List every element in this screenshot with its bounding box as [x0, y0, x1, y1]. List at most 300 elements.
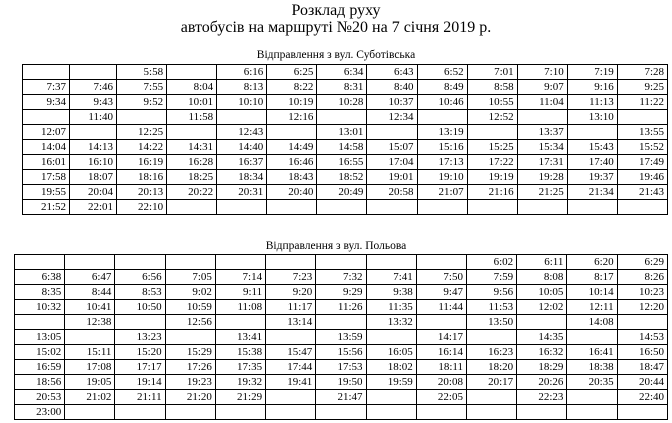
table-row [23, 155, 668, 170]
time-cell: 13:55 [617, 125, 667, 140]
time-cell [165, 255, 215, 270]
time-cell: 19:05 [65, 375, 115, 390]
time-cell: 17:13 [417, 155, 467, 170]
time-cell: 12:38 [65, 315, 115, 330]
time-cell: 6:34 [317, 65, 367, 80]
time-cell: 18:02 [366, 360, 416, 375]
time-cell: 16:32 [517, 345, 567, 360]
time-cell: 8:26 [617, 270, 667, 285]
time-cell: 8:58 [467, 80, 517, 95]
time-cell: 15:43 [567, 140, 617, 155]
time-cell [115, 255, 165, 270]
time-cell: 11:58 [167, 110, 217, 125]
time-cell: 14:22 [117, 140, 167, 155]
time-cell [23, 110, 70, 125]
time-cell: 21:52 [23, 200, 70, 215]
time-cell: 14:04 [23, 140, 70, 155]
time-cell: 8:17 [567, 270, 617, 285]
time-cell: 19:28 [517, 170, 567, 185]
time-cell [65, 330, 115, 345]
time-cell [267, 125, 317, 140]
time-cell: 18:11 [416, 360, 466, 375]
time-cell: 17:22 [467, 155, 517, 170]
table-row [15, 375, 668, 390]
schedule-table-subotivska [22, 64, 668, 215]
time-cell: 21:43 [617, 185, 667, 200]
time-cell: 10:59 [165, 300, 215, 315]
time-cell: 9:02 [165, 285, 215, 300]
time-cell: 6:47 [65, 270, 115, 285]
time-cell [417, 110, 467, 125]
time-cell: 16:37 [217, 155, 267, 170]
time-cell [317, 110, 367, 125]
time-cell: 18:34 [217, 170, 267, 185]
time-cell: 19:37 [567, 170, 617, 185]
time-cell: 12:20 [617, 300, 667, 315]
time-cell: 13:10 [567, 110, 617, 125]
time-cell: 14:53 [617, 330, 667, 345]
time-cell: 20:58 [367, 185, 417, 200]
table-row [15, 405, 668, 420]
time-cell: 13:05 [15, 330, 65, 345]
time-cell: 18:07 [70, 170, 117, 185]
time-cell: 20:17 [466, 375, 516, 390]
time-cell: 22:05 [416, 390, 466, 405]
time-cell [617, 405, 667, 420]
time-cell [466, 390, 516, 405]
time-cell: 13:41 [215, 330, 265, 345]
time-cell: 7:59 [466, 270, 516, 285]
time-cell: 10:10 [217, 95, 267, 110]
time-cell: 20:53 [15, 390, 65, 405]
time-cell: 11:22 [617, 95, 667, 110]
time-cell [165, 330, 215, 345]
time-cell [167, 125, 217, 140]
time-cell: 6:25 [267, 65, 317, 80]
time-cell [316, 315, 366, 330]
time-cell: 13:01 [317, 125, 367, 140]
time-cell: 20:35 [567, 375, 617, 390]
table-row [23, 80, 668, 95]
time-cell: 12:43 [217, 125, 267, 140]
time-cell: 14:17 [416, 330, 466, 345]
time-cell [15, 315, 65, 330]
time-cell: 14:49 [267, 140, 317, 155]
time-cell: 9:20 [266, 285, 316, 300]
time-cell: 16:14 [416, 345, 466, 360]
time-cell: 11:26 [316, 300, 366, 315]
time-cell: 21:47 [316, 390, 366, 405]
table-row [15, 330, 668, 345]
time-cell: 13:59 [316, 330, 366, 345]
time-cell [215, 315, 265, 330]
time-cell: 11:53 [466, 300, 516, 315]
table-row [15, 360, 668, 375]
time-cell: 12:11 [567, 300, 617, 315]
time-cell [316, 405, 366, 420]
time-cell: 20:49 [317, 185, 367, 200]
time-cell: 22:23 [517, 390, 567, 405]
time-cell: 9:34 [23, 95, 70, 110]
time-cell [15, 255, 65, 270]
time-cell [517, 315, 567, 330]
time-cell [215, 255, 265, 270]
time-cell: 20:44 [617, 375, 667, 390]
time-cell [23, 65, 70, 80]
time-cell: 20:08 [416, 375, 466, 390]
time-cell: 16:59 [15, 360, 65, 375]
time-cell: 13:37 [517, 125, 567, 140]
time-cell [215, 405, 265, 420]
time-cell [467, 200, 517, 215]
time-cell: 9:25 [617, 80, 667, 95]
table-row [23, 65, 668, 80]
time-cell: 7:28 [617, 65, 667, 80]
time-cell: 9:29 [316, 285, 366, 300]
time-cell: 17:17 [115, 360, 165, 375]
time-cell: 19:46 [617, 170, 667, 185]
time-cell [266, 405, 316, 420]
time-cell: 7:41 [366, 270, 416, 285]
time-cell: 17:31 [517, 155, 567, 170]
time-cell [317, 200, 367, 215]
time-cell [617, 315, 667, 330]
time-cell: 9:11 [215, 285, 265, 300]
time-cell [367, 125, 417, 140]
time-cell [115, 405, 165, 420]
time-cell [117, 110, 167, 125]
time-cell [366, 405, 416, 420]
time-cell [70, 65, 117, 80]
time-cell: 7:37 [23, 80, 70, 95]
time-cell: 17:44 [266, 360, 316, 375]
time-cell: 14:40 [217, 140, 267, 155]
time-cell: 14:13 [70, 140, 117, 155]
time-cell: 14:31 [167, 140, 217, 155]
time-cell: 16:41 [567, 345, 617, 360]
time-cell: 16:05 [366, 345, 416, 360]
time-cell [217, 200, 267, 215]
time-cell: 14:08 [567, 315, 617, 330]
time-cell [366, 255, 416, 270]
time-cell: 19:41 [266, 375, 316, 390]
time-cell [167, 200, 217, 215]
time-cell: 10:41 [65, 300, 115, 315]
table-row [23, 170, 668, 185]
time-cell: 10:37 [367, 95, 417, 110]
time-cell: 22:10 [117, 200, 167, 215]
time-cell: 17:53 [316, 360, 366, 375]
time-cell: 8:31 [317, 80, 367, 95]
time-cell: 19:14 [115, 375, 165, 390]
time-cell: 5:58 [117, 65, 167, 80]
table-row [23, 140, 668, 155]
time-cell: 15:02 [15, 345, 65, 360]
time-cell [316, 255, 366, 270]
time-cell: 7:50 [416, 270, 466, 285]
time-cell: 12:34 [367, 110, 417, 125]
time-cell: 21:07 [417, 185, 467, 200]
time-cell [266, 255, 316, 270]
time-cell: 15:38 [215, 345, 265, 360]
time-cell: 10:23 [617, 285, 667, 300]
time-cell: 12:56 [165, 315, 215, 330]
time-cell: 9:38 [366, 285, 416, 300]
time-cell: 20:22 [167, 185, 217, 200]
time-cell [65, 405, 115, 420]
time-cell: 22:01 [70, 200, 117, 215]
table-row [23, 125, 668, 140]
time-cell [517, 405, 567, 420]
time-cell: 15:25 [467, 140, 517, 155]
time-cell: 8:04 [167, 80, 217, 95]
time-cell: 21:20 [165, 390, 215, 405]
time-cell: 17:49 [617, 155, 667, 170]
time-cell [466, 330, 516, 345]
time-cell: 15:52 [617, 140, 667, 155]
time-cell: 11:04 [517, 95, 567, 110]
time-cell: 10:32 [15, 300, 65, 315]
time-cell: 16:23 [466, 345, 516, 360]
time-cell [366, 330, 416, 345]
time-cell: 16:28 [167, 155, 217, 170]
time-cell [367, 200, 417, 215]
time-cell: 10:01 [167, 95, 217, 110]
time-cell: 8:22 [267, 80, 317, 95]
time-cell [167, 65, 217, 80]
schedule-table-polova [14, 254, 668, 420]
time-cell [567, 390, 617, 405]
time-cell: 21:25 [517, 185, 567, 200]
time-cell: 8:44 [65, 285, 115, 300]
time-cell: 6:43 [367, 65, 417, 80]
time-cell: 19:59 [366, 375, 416, 390]
caption-subotivska: Відправлення з вул. Суботівська [256, 49, 416, 61]
time-cell: 20:31 [217, 185, 267, 200]
time-cell: 20:26 [517, 375, 567, 390]
time-cell: 14:35 [517, 330, 567, 345]
time-cell: 20:04 [70, 185, 117, 200]
time-cell: 17:40 [567, 155, 617, 170]
time-cell: 15:34 [517, 140, 567, 155]
time-cell [567, 125, 617, 140]
time-cell [266, 390, 316, 405]
time-cell: 7:55 [117, 80, 167, 95]
time-cell: 11:13 [567, 95, 617, 110]
time-cell: 18:29 [517, 360, 567, 375]
time-cell: 8:35 [15, 285, 65, 300]
time-cell [567, 405, 617, 420]
time-cell: 7:32 [316, 270, 366, 285]
time-cell: 16:10 [70, 155, 117, 170]
time-cell [567, 330, 617, 345]
time-cell: 15:56 [316, 345, 366, 360]
time-cell: 7:01 [467, 65, 517, 80]
table-row [15, 255, 668, 270]
title-line-1: Розклад руху [291, 2, 381, 19]
time-cell: 17:58 [23, 170, 70, 185]
time-cell: 13:19 [417, 125, 467, 140]
time-cell: 12:25 [117, 125, 167, 140]
caption-polova: Відправлення з вул. Польова [265, 240, 407, 252]
time-cell: 9:52 [117, 95, 167, 110]
time-cell: 11:08 [215, 300, 265, 315]
time-cell: 15:29 [165, 345, 215, 360]
table-row [15, 315, 668, 330]
time-cell: 10:19 [267, 95, 317, 110]
time-cell [467, 125, 517, 140]
table-row [23, 200, 668, 215]
time-cell: 6:56 [115, 270, 165, 285]
time-cell: 17:08 [65, 360, 115, 375]
time-cell: 8:08 [517, 270, 567, 285]
time-cell: 19:32 [215, 375, 265, 390]
time-cell: 12:52 [467, 110, 517, 125]
time-cell: 19:19 [467, 170, 517, 185]
time-cell: 8:40 [367, 80, 417, 95]
table-row [23, 95, 668, 110]
time-cell: 12:16 [267, 110, 317, 125]
time-cell: 7:46 [70, 80, 117, 95]
time-cell: 9:07 [517, 80, 567, 95]
time-cell: 22:40 [617, 390, 667, 405]
time-cell: 7:19 [567, 65, 617, 80]
table-row [15, 345, 668, 360]
time-cell: 10:50 [115, 300, 165, 315]
time-cell: 16:46 [267, 155, 317, 170]
time-cell: 12:07 [23, 125, 70, 140]
table-row [23, 185, 668, 200]
time-cell: 10:05 [517, 285, 567, 300]
time-cell: 11:40 [70, 110, 117, 125]
time-cell [416, 255, 466, 270]
time-cell: 11:35 [366, 300, 416, 315]
time-cell: 19:10 [417, 170, 467, 185]
time-cell: 21:29 [215, 390, 265, 405]
table-row [23, 110, 668, 125]
time-cell: 6:29 [617, 255, 667, 270]
time-cell: 16:55 [317, 155, 367, 170]
time-cell: 21:16 [467, 185, 517, 200]
time-cell: 14:58 [317, 140, 367, 155]
time-cell: 10:14 [567, 285, 617, 300]
time-cell: 15:11 [65, 345, 115, 360]
time-cell: 7:14 [215, 270, 265, 285]
time-cell: 7:23 [266, 270, 316, 285]
time-cell: 18:16 [117, 170, 167, 185]
time-cell: 6:02 [466, 255, 516, 270]
time-cell [517, 200, 567, 215]
time-cell: 8:49 [417, 80, 467, 95]
time-cell: 15:16 [417, 140, 467, 155]
time-cell: 6:16 [217, 65, 267, 80]
time-cell [366, 390, 416, 405]
time-cell: 18:38 [567, 360, 617, 375]
table-row [15, 285, 668, 300]
time-cell: 13:32 [366, 315, 416, 330]
title-line-2: автобусів на маршруті №20 на 7 січня 2019 р. [180, 19, 492, 36]
time-cell: 17:04 [367, 155, 417, 170]
time-cell [517, 110, 567, 125]
time-cell: 18:56 [15, 375, 65, 390]
time-cell: 9:47 [416, 285, 466, 300]
time-cell: 13:50 [466, 315, 516, 330]
time-cell: 21:11 [115, 390, 165, 405]
time-cell: 19:50 [316, 375, 366, 390]
time-cell [416, 315, 466, 330]
time-cell: 6:52 [417, 65, 467, 80]
time-cell: 9:56 [466, 285, 516, 300]
time-cell: 13:23 [115, 330, 165, 345]
time-cell: 23:00 [15, 405, 65, 420]
time-cell: 7:10 [517, 65, 567, 80]
table-row [15, 300, 668, 315]
time-cell [567, 200, 617, 215]
time-cell: 6:11 [517, 255, 567, 270]
time-cell: 9:43 [70, 95, 117, 110]
time-cell: 15:20 [115, 345, 165, 360]
time-cell: 18:52 [317, 170, 367, 185]
time-cell [267, 200, 317, 215]
time-cell: 18:20 [466, 360, 516, 375]
time-cell: 8:53 [115, 285, 165, 300]
time-cell: 15:47 [266, 345, 316, 360]
time-cell: 18:25 [167, 170, 217, 185]
time-cell: 20:13 [117, 185, 167, 200]
time-cell: 19:23 [165, 375, 215, 390]
time-cell: 11:17 [266, 300, 316, 315]
time-cell: 11:44 [416, 300, 466, 315]
time-cell [70, 125, 117, 140]
time-cell: 16:19 [117, 155, 167, 170]
time-cell: 18:47 [617, 360, 667, 375]
time-cell: 17:26 [165, 360, 215, 375]
time-cell: 9:16 [567, 80, 617, 95]
time-cell [217, 110, 267, 125]
time-cell: 13:14 [266, 315, 316, 330]
time-cell: 10:55 [467, 95, 517, 110]
time-cell: 16:50 [617, 345, 667, 360]
time-cell: 8:13 [217, 80, 267, 95]
time-cell [65, 255, 115, 270]
time-cell: 19:01 [367, 170, 417, 185]
table-row [15, 390, 668, 405]
time-cell [115, 315, 165, 330]
time-cell: 21:34 [567, 185, 617, 200]
time-cell: 20:40 [267, 185, 317, 200]
time-cell: 19:55 [23, 185, 70, 200]
time-cell [617, 200, 667, 215]
time-cell [417, 200, 467, 215]
time-cell [416, 405, 466, 420]
time-cell: 18:43 [267, 170, 317, 185]
time-cell: 12:02 [517, 300, 567, 315]
table-row [15, 270, 668, 285]
time-cell: 17:35 [215, 360, 265, 375]
time-cell: 10:28 [317, 95, 367, 110]
time-cell: 6:38 [15, 270, 65, 285]
time-cell: 15:07 [367, 140, 417, 155]
time-cell: 21:02 [65, 390, 115, 405]
time-cell: 7:05 [165, 270, 215, 285]
time-cell [165, 405, 215, 420]
time-cell: 10:46 [417, 95, 467, 110]
time-cell: 6:20 [567, 255, 617, 270]
time-cell [617, 110, 667, 125]
time-cell [466, 405, 516, 420]
time-cell [266, 330, 316, 345]
time-cell: 16:01 [23, 155, 70, 170]
